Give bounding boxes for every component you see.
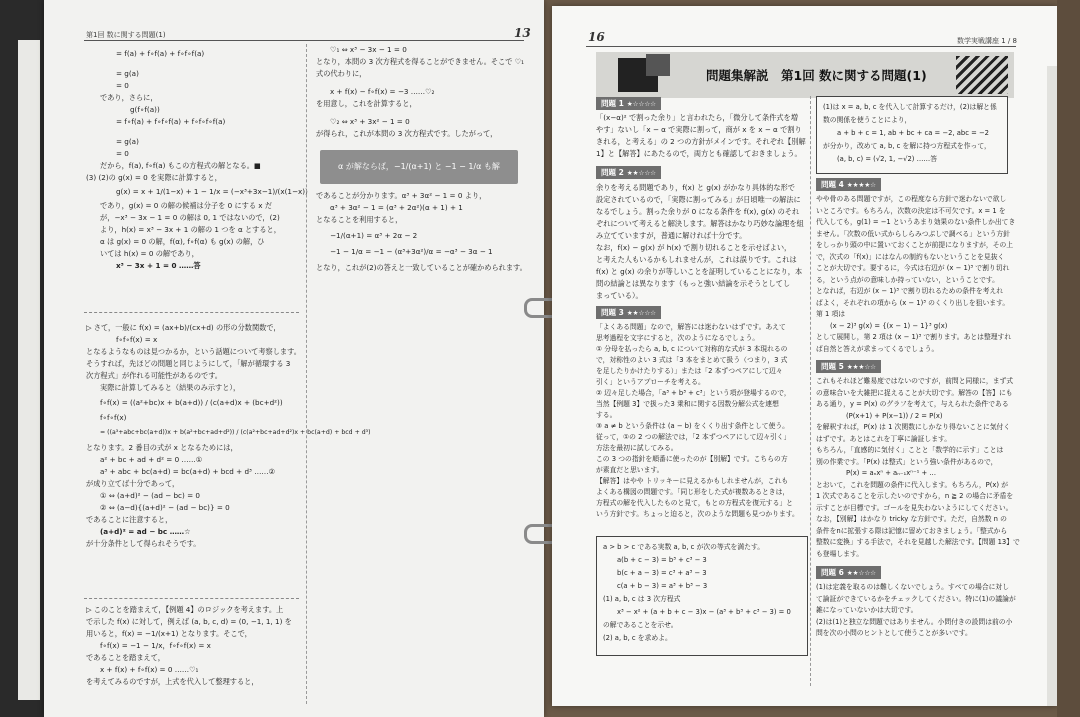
text-line: が，−x³ − 3x − 1 = 0 の解は 0, 1 ではないので，(2) [100, 213, 280, 222]
text-line: 整数に変換」する手法で，それを見越した解法です。【問題 13】で [816, 538, 1020, 546]
text-line: 思考過程を文字にすると，次のようになるでしょう。 [596, 334, 760, 342]
text-line: となり，本問の 3 次方程式を得ることができません。そこで ♡₁ [316, 57, 525, 66]
text-line: (1)は x = a, b, c を代入して計算するだけ，(2)は解と係 [823, 103, 997, 111]
text-line: み立てていますが，普通に解ければ十分です。 [596, 231, 747, 240]
problem-4-text [816, 194, 1016, 355]
difficulty-stars: ★★☆☆☆ [626, 309, 656, 317]
text-line: −1 − 1/α = −1 − (α³+3α²)/α = −α³ − 3α − 1 [330, 247, 493, 256]
text-line: で，次式の「f(x)」にはなんの制約もないということを見抜く [816, 252, 1005, 261]
text-line: 「よくある問題」なので，解答には迷わないはずです。あえて [596, 323, 786, 331]
text-line: x + f(x) + f∘f(x) = 0 ……♡₁ [100, 665, 199, 674]
text-line: (1) a, b, c は 3 次方程式 [603, 595, 681, 603]
text-line: きれる，と考える」の 2 つの方針がメインです。それぞれ【別解 [596, 137, 806, 146]
text-line: であり，g(x) = 0 の解の候補は分子を 0 にする x だ [100, 201, 273, 210]
text-line: = 0 [116, 81, 129, 90]
text-line: が素直だと思います。 [596, 466, 664, 474]
header-rule [84, 40, 524, 41]
problem-label: 問題 5 [821, 362, 844, 371]
text-line: 「(x−α)² で割った余り」と言われたら，「微分して条件式を増 [596, 113, 798, 122]
text-line: いては h(x) = 0 の解であり， [100, 249, 199, 258]
text-line: もちろん，「直感的に気付く」ことと「数学的に示す」ことは [816, 446, 1004, 454]
text-line: 設定されているので，「実際に割ってみる」が日頃唯一の解法に [596, 195, 801, 204]
text-line: この 3 つの指針を順番に使ったのが【別解】です。こちらの方 [596, 455, 788, 463]
text-line: の意味合いを大雑把に捉えることが大切です。解答の【答】にも [816, 388, 1013, 397]
text-line: 実際に計算してみると（結果のみ示すと）， [100, 383, 241, 392]
text-line: 方法を最初に試してみる。 [596, 444, 678, 452]
text-line: (2)は(1)と独立な問題ではありません。小問付きの設問は前の小 [816, 617, 1013, 626]
example-problem-text [603, 541, 803, 645]
text-line: 雑になっていないかは大切です。 [816, 606, 918, 614]
page-edge-tab [1047, 66, 1057, 706]
text-line: (2) a, b, c を求めよ。 [603, 634, 672, 642]
text-line: ① 分母を払ったら a, b, c について対称的な式が 3 本現れるの [596, 345, 788, 353]
section-divider [84, 598, 299, 599]
right-page-header: 数学実戦講座 1 / 8 [957, 37, 1017, 45]
left-page-number: 13 [514, 26, 531, 40]
text-line: (x − 2)³ g(x) = {(x − 1) − 1}³ g(x) [830, 321, 948, 330]
text-line: となるようなものは見つかるか，という話題について考察します。 [86, 347, 301, 356]
left-column-bottom [86, 604, 296, 688]
text-line: となり，これが(2)の答えと一致していることが確かめられます。 [316, 263, 527, 272]
text-line: ことが大切です。要するに，今式は右辺が (x − 1)³ で割り切れ [816, 264, 1010, 272]
text-line: とおいて，これを問題の条件に代入します。もちろん，P(x) が [816, 480, 1009, 489]
text-line: 式の代わりに， [316, 69, 367, 78]
text-line: やす」ないし「x − α で実際に割って，商が x を x − α で割り [596, 125, 802, 134]
text-line: g(f∘f(a)) [130, 105, 160, 114]
difficulty-stars: ★☆☆☆☆ [626, 100, 656, 108]
text-line: f∘f(x) = −1 − 1/x，f∘f∘f(x) = x [100, 641, 211, 650]
text-line: の解であることを示せ。 [603, 621, 678, 629]
text-line: を用意し，これを計算すると， [316, 99, 417, 108]
text-line: を足したりかけたりする）」または「2 本ずつペアにして辺々 [596, 367, 783, 375]
left-page-header: 第1回 数に関する問題(1) [86, 31, 166, 39]
right-page [552, 6, 1057, 706]
text-line: b(c + a − 3) = c³ + a³ − 3 [617, 569, 707, 577]
text-line: (a, b, c) = (√2, 1, −√2) ……答 [837, 155, 938, 163]
text-line: (a+d)² = ad − bc ……☆ [100, 527, 191, 536]
problem-2-text [596, 182, 806, 302]
text-line: となることを利用すると， [316, 215, 403, 224]
text-line: ばよく，それぞれの項から (x − 1)³ のくくり出しを狙います。 [816, 298, 1010, 307]
text-line: = ((a³+abc+bc(a+d))x + b(a²+bc+ad+d²)) / (c(a²+bc+ad+d²)x + bc(a+d) + bcd + d³) [100, 429, 371, 436]
text-line: c(a + b − 3) = a³ + b³ − 3 [617, 582, 708, 590]
text-line: 余りを考える問題であり，f(x) と g(x) がかなり具体的な形で [596, 183, 795, 192]
text-line: として展開し，第 2 項は (x − 1)³ で割ります。あとは整理すれ [816, 333, 1012, 341]
problem-5-tag [816, 360, 881, 373]
text-line: = 0 [116, 149, 129, 158]
text-line: より，h(x) = x³ − 3x + 1 の解の 1 つを α とすると， [100, 225, 281, 234]
text-line: なお，【別解】はかなり tricky な方針です。ただ，自然数 n の [816, 515, 1007, 523]
difficulty-stars: ★★☆☆☆ [846, 569, 876, 577]
text-line: −1/(α+1) = α³ + 2α − 2 [330, 231, 418, 240]
section-divider [84, 312, 299, 313]
answer-line: x³ − 3x + 1 = 0 ……答 [116, 261, 201, 270]
text-line: f∘f∘f(x) [100, 413, 127, 422]
text-line: なお，f(x) − g(x) が h(x) で割り切れることを示せばよい， [596, 243, 792, 252]
text-line: となれば，右辺が (x − 1)³ で割り切れるための条件を考えれ [816, 287, 1004, 295]
decorative-block [646, 54, 670, 76]
problem-5-text [816, 376, 1020, 560]
text-line: が成り立てば十分であって， [86, 479, 180, 488]
text-line: する。 [596, 411, 617, 419]
text-line: なるでしょう。割った余りが 0 になる条件を f(x), g(x) のそれ [596, 207, 800, 216]
text-line: であることに注意すると， [86, 515, 173, 524]
desk-surface [1057, 0, 1080, 717]
text-line: P(x) = aₙxⁿ + aₙ₋₁xⁿ⁻¹ + … [846, 469, 937, 477]
text-line: だから，f(a), f∘f(a) もこの方程式の解となる。■ [100, 161, 261, 170]
text-line: て論証ができているかをチェックしてください。特に(1)の議論が [816, 594, 1016, 603]
answer-box-text [823, 101, 1003, 166]
column-divider [810, 96, 811, 686]
problem-label: 問題 1 [601, 99, 624, 108]
problem-label: 問題 3 [601, 308, 624, 317]
decorative-stripes [956, 56, 1008, 94]
problem-3-tag [596, 306, 661, 319]
text-line: 次方程式」が作れる可能性があるのです。 [86, 371, 222, 380]
text-line: ▷ このことを踏まえて，【例題 4】のロジックを考えます。上 [86, 605, 284, 614]
text-line: (P(x+1) + P(x−1)) / 2 = P(x) [846, 411, 943, 420]
text-line: を解釈すれば，P(x) は 1 次関数にしかなり得ないことに気付く [816, 423, 1011, 431]
problem-3-text [596, 322, 806, 520]
text-line: = f∘f(a) + f∘f∘f(a) + f∘f∘f∘f(a) [116, 117, 226, 126]
text-line: ▷ さて，一般に f(x) = (ax+b)/(cx+d) の形の分数関数で， [86, 323, 281, 332]
text-line: a² + bc + ad + d² = 0 ……① [100, 455, 203, 464]
key-result-box: α が解ならば，−1/(α+1) と −1 − 1/α も解 [320, 150, 518, 184]
text-line: そうすれば，先ほどの問題と同じようにして，「解が循環する 3 [86, 359, 291, 368]
text-line: a³ + abc + bc(a+d) = bc(a+d) + bcd + d³ ……② [100, 467, 276, 476]
text-line: やや骨のある問題ですが，この程度なら方針で迷わないで欲し [816, 195, 1007, 203]
difficulty-stars: ★★☆☆☆ [626, 169, 656, 177]
text-line: ③ a ≠ b という条件は (a − b) をくくり出す条件として使う。 [596, 422, 789, 430]
problem-label: 問題 2 [601, 168, 624, 177]
text-line: 第 1 項は [816, 310, 846, 318]
text-line: α³ + 3α² − 1 = (α³ + 2α²)(α + 1) + 1 [330, 203, 463, 212]
text-line: 別の作業です。「P(x) は整式」という強い条件があるので， [816, 457, 998, 466]
binder-cover-left [0, 0, 44, 717]
right-column-bottom [316, 190, 526, 274]
column-divider [306, 44, 307, 704]
text-line: ある通り，y = P(x) のグラフを考えて，与えられた条件である [816, 400, 1009, 408]
text-line: ② 辺々足した場合，「a³ + b³ + c³」という項が登場するので， [596, 389, 791, 397]
difficulty-stars: ★★★★☆ [846, 181, 876, 189]
text-line: f(x) と g(x) の余りが等しいことを証明していることになり，本 [596, 267, 803, 276]
text-line: も登場します。 [816, 549, 864, 558]
text-line: 用いると，f(x) = −1/(x+1) となります。そこで， [86, 629, 252, 638]
left-page [44, 0, 544, 717]
text-line: f∘f∘f(x) = x [116, 335, 158, 344]
problem-6-tag [816, 566, 881, 579]
text-line: これもそれほど難易度ではないのですが，前問と同様に，まず式 [816, 377, 1014, 385]
text-line: が分かり，改めて a, b, c を解に持つ方程式を作って， [823, 142, 991, 150]
text-line: が十分条件として得られそうです。 [86, 539, 201, 548]
text-line: x³ − x² + (a + b + c − 3)x − (a³ + b³ + c³ − 3) = 0 [617, 608, 791, 616]
text-line: f∘f(x) = ((a²+bc)x + b(a+d)) / (c(a+d)x + (bc+d²)) [100, 398, 283, 407]
text-line: 条件をnに拡張する際は記憶に留めておきましょう。「整式から [816, 526, 1008, 535]
text-line: いう方針です。ちょっと迫ると，次のような問題も見つかります。 [596, 510, 799, 518]
text-line: α は g(x) = 0 の解，f(α), f∘f(α) も g(x) の解，ひ [100, 237, 265, 246]
page-title: 問題集解説 第1回 数に関する問題(1) [706, 68, 927, 83]
text-line: = g(a) [116, 69, 139, 78]
text-line: ① ⇔ (a+d)² − (ad − bc) = 0 [100, 491, 200, 500]
text-line: る，という点がの意味しか持っていない，ということです。 [816, 275, 999, 284]
text-line: 問の結論とは異なります（もっと強い結論を示そうとしてし [596, 279, 791, 288]
example-problem-box [596, 536, 808, 656]
text-line: a + b + c = 1, ab + bc + ca = −2, abc = −2 [837, 129, 989, 137]
text-line: 1 次式であることを示したいのですから，n ≧ 2 の場合に矛盾を [816, 492, 1014, 500]
text-line: g(x) = x + 1/(1−x) + 1 − 1/x = (−x³+3x−1)/(x(1−x)) [116, 187, 308, 196]
text-line: a > b > c である実数 a, b, c が次の等式を満たす。 [603, 543, 764, 551]
text-line: を考えてみるのですが，上式を代入して整理すると， [86, 677, 259, 686]
right-column-top [316, 44, 526, 140]
text-line: 数の関係を使うことにより， [823, 116, 912, 124]
text-line: ♡₂ ⇔ x³ + 3x² − 1 = 0 [330, 117, 410, 126]
problem-2-tag [596, 166, 661, 179]
text-line: であり，さらに， [100, 93, 158, 102]
text-line: 示すことが目標です。ゴールを見失わないようにしてください。 [816, 503, 1013, 512]
problem-6-text [816, 582, 1016, 640]
text-line: で示した f(x) に対して，例えば (a, b, c, d) = (0, −1, 1, 1) を [86, 617, 292, 626]
text-line: をしっかり頭の中に置いておくことが前提になりますが，その上 [816, 241, 1014, 249]
text-line: 引く」というアプローチを考える。 [596, 378, 705, 386]
problem-label: 問題 6 [821, 568, 844, 577]
text-line: はずです。あとはこれを丁寧に論証します。 [816, 434, 952, 443]
text-line: であることが分かります。α³ + 3α² − 1 = 0 より， [316, 191, 487, 200]
problem-1-tag [596, 97, 661, 110]
text-line: 【解答】はやや トリッキーに見えるかもしれませんが，これも [596, 477, 789, 485]
text-line: ② ⇔ (a−d){(a+d)² − (ad − bc)} = 0 [100, 503, 230, 512]
text-line: 1】と【解答】にあたるので，両方とも確認しておきましょう。 [596, 149, 802, 158]
text-line: ば自然と答えが求まってくるでしょう。 [816, 344, 939, 353]
header-rule [586, 46, 1016, 47]
text-line: いところです。もちろん，次数の決定は不可欠です。x = 1 を [816, 206, 1006, 215]
text-line: であることを踏まえて， [86, 653, 165, 662]
text-line: = g(a) [116, 137, 139, 146]
text-line: と考えた人もいるかもしれませんが，これは誤りです。これは [596, 255, 797, 264]
text-line: 当然【例題 3】で扱った3 乗和に関する因数分解公式を連想 [596, 400, 779, 408]
text-line: よくある構図の問題です。「同じ形をした式が複数あるときは， [596, 488, 790, 496]
right-page-number: 16 [588, 30, 605, 44]
text-line: (1)は定義を取るのは難しくないでしょう。すべての場合に対し [816, 583, 1010, 591]
left-column-middle [86, 322, 371, 550]
text-line: = f(a) + f∘f(a) + f∘f∘f(a) [116, 49, 205, 58]
text-line: x + f(x) − f∘f(x) = −3 ……♡₂ [330, 87, 435, 96]
text-line: 従って，①の 2 つの解法では，「2 本ずつペアにして辺々引く」 [596, 433, 791, 441]
text-line: が得られ，これが本問の 3 次方程式です。したがって， [316, 129, 498, 138]
title-banner [596, 52, 1014, 98]
left-column-top [86, 48, 308, 272]
text-line: で，対称性のよい 3 式は「3 本をまとめて扱う（つまり，3 式 [596, 356, 788, 364]
text-line: ♡₁ ⇔ x³ − 3x − 1 = 0 [330, 45, 407, 54]
problem-4-tag [816, 178, 881, 191]
text-line: ません。「次数の低い式からしらみつぶしで調べる」という方針 [816, 229, 1010, 238]
text-line: 問を次の小問のヒントとして使うことが多いです。 [816, 629, 972, 637]
text-line: (3) (2)の g(x) = 0 を実際に計算すると， [86, 173, 222, 182]
difficulty-stars: ★★★☆☆ [846, 363, 876, 371]
problem-1-text [596, 112, 806, 160]
text-line: まっている）。 [596, 291, 643, 300]
answer-box [816, 96, 1008, 174]
problem-label: 問題 4 [821, 180, 844, 189]
text-line: 代入しても，g(1) = −1 というあまり効果のない条件しか出てき [816, 218, 1016, 226]
text-line: 方程式の解を代入したものと見て，もとの方程式を復元する」と [596, 499, 793, 507]
text-line: となります。2 番目の式が x となるためには， [86, 443, 238, 452]
text-line: ぞれについて考えると解決します。解答はかなり巧妙な論理を組 [596, 219, 804, 228]
text-line: a(b + c − 3) = b³ + c³ − 3 [617, 556, 707, 564]
